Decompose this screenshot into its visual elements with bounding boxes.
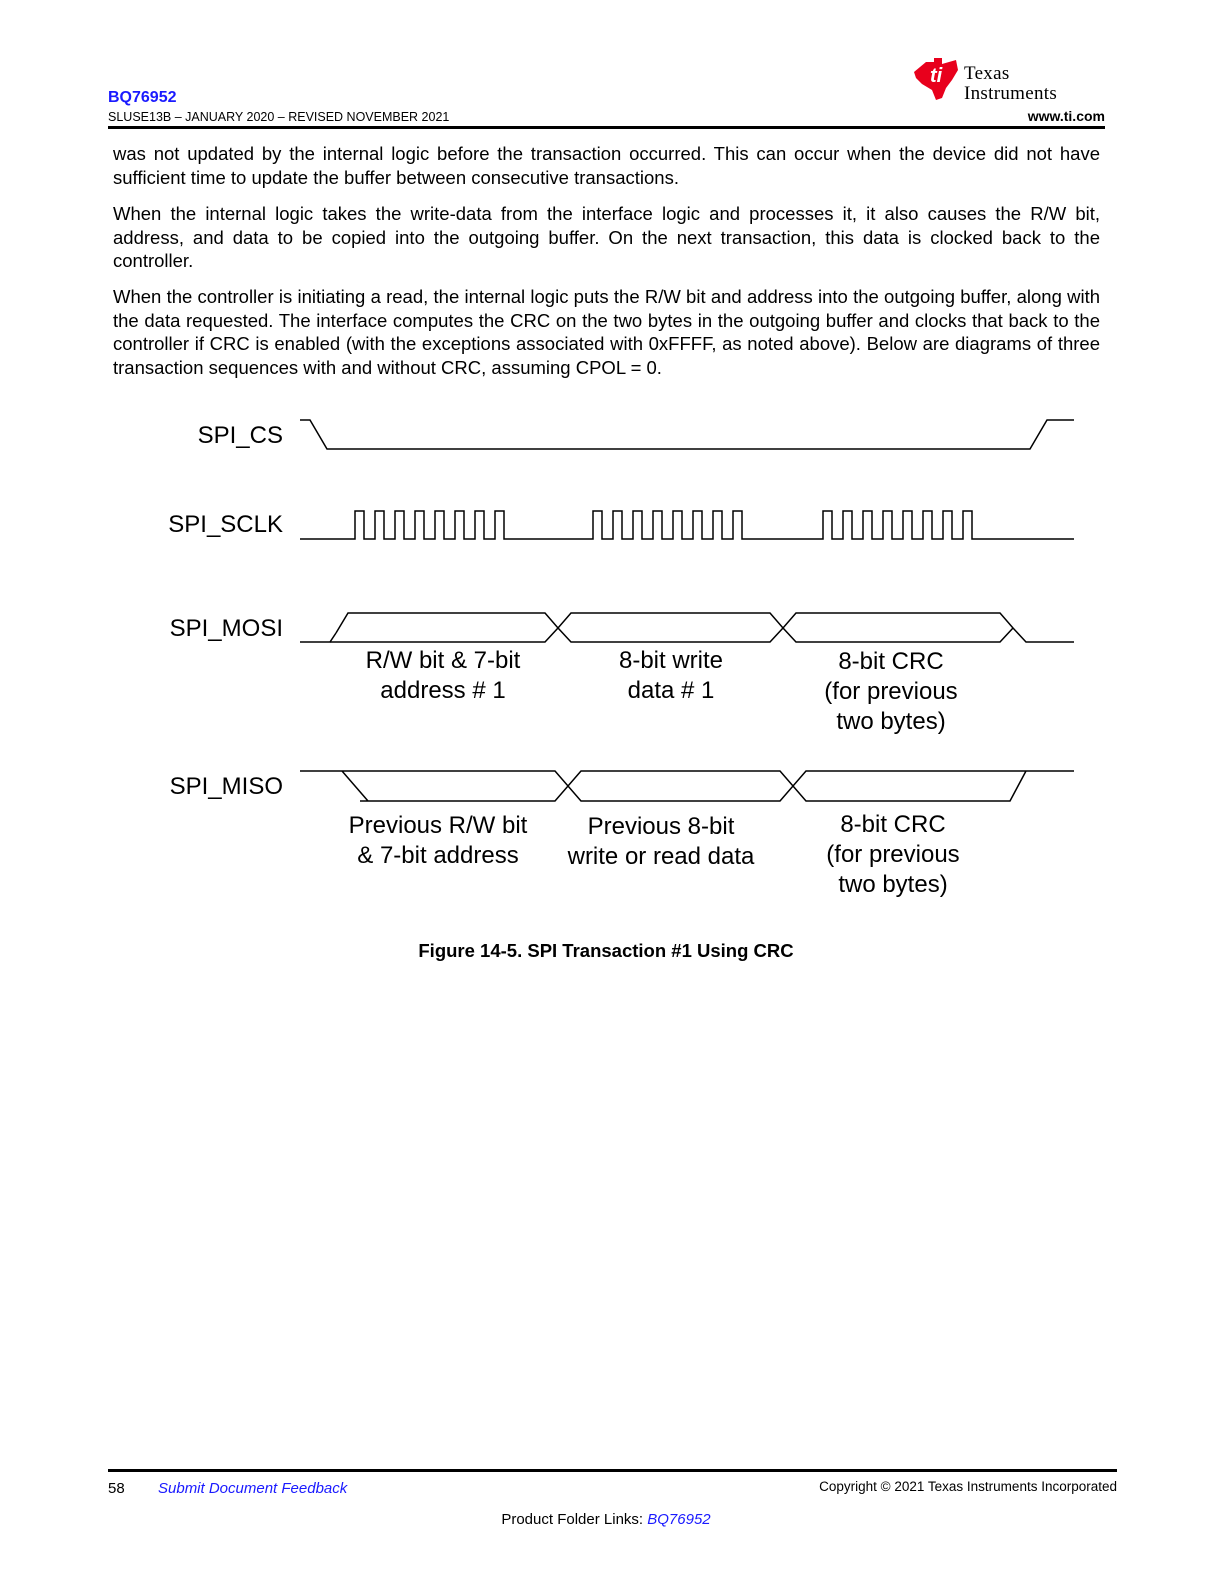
spi-timing-diagram bbox=[150, 405, 1090, 915]
mosi-field-1-line-1: R/W bit & 7-bit bbox=[365, 647, 521, 674]
miso-field-1-line-2: & 7-bit address bbox=[357, 842, 519, 869]
signal-label-mosi: SPI_MOSI bbox=[169, 615, 283, 642]
header-rule bbox=[108, 126, 1105, 129]
figure-caption: Figure 14-5. SPI Transaction #1 Using CRC bbox=[418, 940, 794, 961]
paragraph-2: When the internal logic takes the write-data from the interface logic and processes it, it also causes the R/W bit, address, and data to be copied into the outgoing buffer. On the next transaction, this data is clocked back to the controller. bbox=[113, 203, 1100, 271]
copyright-notice: Copyright © 2021 Texas Instruments Incorporated bbox=[819, 1479, 1117, 1494]
logo-word-instruments: Instruments bbox=[964, 83, 1058, 104]
svg-text:ti: ti bbox=[930, 65, 943, 87]
submit-feedback-link[interactable]: Submit Document Feedback bbox=[158, 1480, 348, 1497]
part-number-link[interactable]: BQ76952 bbox=[108, 89, 177, 106]
footer-rule bbox=[108, 1469, 1117, 1472]
mosi-idle-left bbox=[300, 633, 336, 642]
cs-waveform bbox=[300, 420, 1074, 449]
page-number: 58 bbox=[108, 1480, 125, 1497]
miso-field-2-line-1: Previous 8-bit bbox=[587, 813, 735, 840]
signal-label-cs: SPI_CS bbox=[197, 422, 283, 449]
mosi-field-1-line-2: address # 1 bbox=[380, 677, 506, 704]
mosi-field-2-line-2: data # 1 bbox=[627, 677, 715, 704]
product-folder-label: Product Folder Links: bbox=[501, 1511, 648, 1528]
ti-logo-wordmark bbox=[964, 64, 1057, 104]
mosi-bus bbox=[330, 613, 1074, 642]
paragraph-1: was not updated by the internal logic before the transaction occurred. This can occur when the device did not have sufficient time to update the buffer between consecutive transactions. bbox=[113, 143, 1100, 188]
paragraph-3: When the controller is initiating a read, the internal logic puts the R/W bit and address into the outgoing buffer, along with the data requested. The interface computes the CRC on the two bytes in the outgoing buffer and clocks that back to the controller if CRC is enabled (with the exceptions associated with 0xFFFF, as noted above). Below are diagrams of three transaction sequences with and without CRC, assuming CPOL = 0. bbox=[113, 286, 1100, 378]
website-link[interactable]: www.ti.com bbox=[1027, 108, 1105, 124]
signal-label-miso: SPI_MISO bbox=[169, 773, 283, 800]
miso-field-2-line-2: write or read data bbox=[567, 843, 755, 870]
miso-field-1-line-1: Previous R/W bit bbox=[348, 812, 528, 839]
mosi-field-2-line-1: 8-bit write bbox=[618, 647, 724, 674]
miso-field-3-line-1: 8-bit CRC bbox=[840, 811, 946, 838]
miso-field-3-line-3: two bytes) bbox=[838, 871, 948, 898]
signal-label-sclk: SPI_SCLK bbox=[168, 511, 283, 538]
product-folder-links bbox=[0, 1511, 1212, 1528]
product-folder-part-link[interactable]: BQ76952 bbox=[647, 1511, 711, 1528]
miso-bus bbox=[300, 771, 1074, 801]
document-number: SLUSE13B – JANUARY 2020 – REVISED NOVEMBER 2021 bbox=[108, 110, 450, 124]
mosi-field-3-line-3: two bytes) bbox=[836, 708, 946, 735]
mosi-field-3-line-1: 8-bit CRC bbox=[838, 648, 944, 675]
mosi-field-3-line-2: (for previous bbox=[824, 678, 958, 705]
sclk-waveform bbox=[300, 511, 1074, 539]
logo-word-texas: Texas bbox=[964, 63, 1010, 84]
miso-field-3-line-2: (for previous bbox=[826, 841, 960, 868]
